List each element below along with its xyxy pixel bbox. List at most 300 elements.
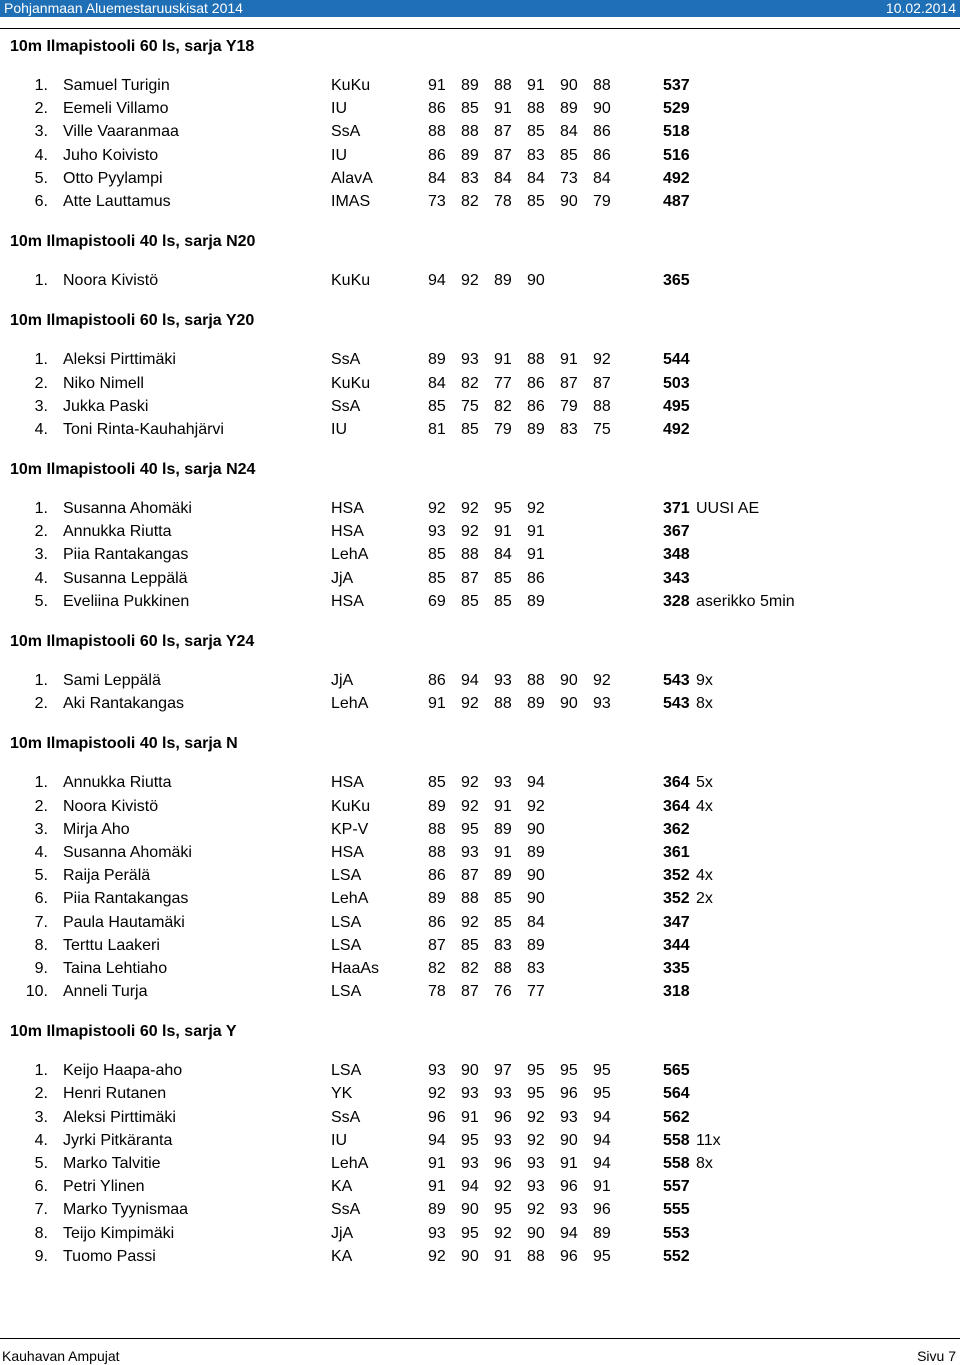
shooter-name: Taina Lehtiaho (63, 959, 168, 977)
club: HSA (331, 523, 364, 541)
rank: 2. (34, 374, 48, 392)
series-score: 88 (527, 100, 545, 118)
series-score: 88 (461, 546, 479, 564)
series-score: 85 (494, 569, 512, 587)
shooter-name: Eveliina Pukkinen (63, 592, 190, 610)
series-score: 92 (593, 351, 611, 369)
total-score: 543 (663, 672, 690, 689)
result-row (0, 934, 960, 957)
rank: 1. (34, 77, 48, 94)
club: KuKu (331, 797, 371, 815)
series-score: 94 (461, 1178, 479, 1196)
series-score: 75 (593, 420, 611, 438)
series-score: 93 (461, 351, 479, 369)
rank: 3. (34, 546, 48, 564)
series-score: 85 (428, 569, 446, 587)
series-score: 87 (593, 374, 611, 392)
series-score: 83 (560, 420, 578, 438)
results-section (0, 310, 960, 459)
club: HaaAs (331, 959, 380, 977)
series-score: 90 (527, 867, 545, 885)
rank: 1. (34, 1062, 48, 1080)
result-row (0, 418, 960, 441)
result-row (0, 795, 960, 818)
result-row (0, 590, 960, 613)
shooter-name: Samuel Turigin (63, 77, 170, 94)
result-note: 11x (696, 1131, 721, 1149)
series-score: 81 (428, 420, 446, 438)
total-score: 328 (663, 592, 690, 610)
series-score: 96 (428, 1108, 446, 1126)
shooter-name: Sami Leppälä (63, 672, 161, 689)
result-row (0, 771, 960, 794)
series-score: 92 (461, 500, 479, 518)
series-score: 86 (527, 397, 545, 415)
series-score: 86 (428, 913, 446, 931)
section-spacer (0, 715, 960, 733)
series-score: 87 (494, 123, 512, 141)
footer-club: Kauhavan Ampujat (2, 1348, 120, 1364)
result-note: 8x (696, 1155, 713, 1172)
series-score: 91 (494, 797, 512, 815)
shooter-name: Susanna Leppälä (63, 569, 188, 587)
total-score: 495 (663, 397, 690, 415)
series-score: 90 (560, 672, 578, 689)
rank: 2. (34, 797, 48, 815)
result-note: 5x (696, 774, 713, 792)
series-score: 90 (461, 1062, 479, 1080)
series-score: 89 (527, 936, 545, 954)
series-score: 89 (560, 100, 578, 118)
series-score: 89 (428, 351, 446, 369)
result-row (0, 348, 960, 371)
series-score: 91 (494, 523, 512, 541)
result-row (0, 1129, 960, 1152)
series-score: 84 (560, 123, 578, 141)
series-score: 92 (527, 797, 545, 815)
series-score: 94 (560, 1224, 578, 1242)
shooter-name: Otto Pyylampi (63, 169, 163, 187)
result-row (0, 1222, 960, 1245)
total-score: 352 (663, 890, 690, 908)
total-score: 562 (663, 1108, 690, 1126)
series-score: 84 (428, 374, 446, 392)
result-note: UUSI AE (696, 500, 760, 518)
series-score: 90 (527, 272, 545, 290)
shooter-name: Aleksi Pirttimäki (63, 351, 176, 369)
series-score: 82 (494, 397, 512, 415)
club: IU (331, 1131, 347, 1149)
series-score: 95 (560, 1062, 578, 1080)
result-row (0, 887, 960, 910)
club: LehA (331, 890, 369, 908)
series-score: 85 (428, 397, 446, 415)
series-score: 91 (494, 351, 512, 369)
series-score: 73 (428, 192, 446, 210)
series-score: 96 (560, 1085, 578, 1103)
series-score: 88 (428, 843, 446, 861)
series-score: 94 (428, 272, 446, 290)
total-score: 344 (663, 936, 690, 954)
series-score: 95 (494, 500, 512, 518)
section-spacer (0, 653, 960, 669)
shooter-name: Jyrki Pitkäranta (63, 1131, 173, 1149)
series-score: 96 (560, 1178, 578, 1196)
club: KuKu (331, 272, 371, 290)
club: IMAS (331, 192, 371, 210)
series-score: 87 (560, 374, 578, 392)
series-score: 89 (527, 843, 545, 861)
results-section (0, 36, 960, 231)
series-score: 89 (494, 820, 512, 838)
section-spacer (0, 755, 960, 771)
series-score: 89 (527, 695, 545, 713)
rank: 3. (34, 123, 48, 141)
rank: 2. (34, 100, 48, 118)
series-score: 92 (461, 797, 479, 815)
section-spacer (0, 1003, 960, 1021)
series-score: 87 (461, 983, 479, 1001)
series-score: 89 (494, 867, 512, 885)
club: LehA (331, 546, 369, 564)
series-score: 91 (527, 77, 545, 94)
total-score: 371 (663, 500, 690, 518)
total-score: 352 (663, 867, 690, 885)
series-score: 91 (428, 1178, 446, 1196)
series-score: 92 (461, 695, 479, 713)
shooter-name: Henri Rutanen (63, 1085, 167, 1103)
club: JjA (331, 672, 354, 689)
series-score: 92 (461, 523, 479, 541)
series-score: 95 (527, 1062, 545, 1080)
club: IU (331, 420, 347, 438)
series-score: 86 (527, 374, 545, 392)
shooter-name: Terttu Laakeri (63, 936, 160, 954)
series-score: 94 (461, 672, 479, 689)
total-score: 362 (663, 820, 690, 838)
series-score: 90 (527, 1224, 545, 1242)
section-spacer (0, 481, 960, 497)
series-score: 89 (593, 1224, 611, 1242)
series-score: 78 (494, 192, 512, 210)
total-score: 516 (663, 146, 690, 164)
section-spacer (0, 213, 960, 231)
total-score: 557 (663, 1178, 690, 1196)
total-score: 503 (663, 374, 690, 392)
series-score: 79 (494, 420, 512, 438)
total-score: 348 (663, 546, 690, 564)
section-spacer (0, 58, 960, 74)
rank: 4. (34, 420, 48, 438)
series-score: 83 (494, 936, 512, 954)
result-row (0, 269, 960, 292)
series-score: 88 (494, 959, 512, 977)
total-score: 543 (663, 695, 690, 713)
result-row (0, 1152, 960, 1175)
section-spacer (0, 253, 960, 269)
club: LehA (331, 1155, 369, 1172)
series-score: 75 (461, 397, 479, 415)
shooter-name: Aki Rantakangas (63, 695, 184, 713)
series-score: 89 (461, 77, 479, 94)
result-note: aserikko 5min (696, 592, 795, 610)
series-score: 85 (494, 890, 512, 908)
shooter-name: Atte Lauttamus (63, 192, 171, 210)
result-note: 8x (696, 695, 713, 713)
series-score: 85 (461, 592, 479, 610)
total-score: 365 (663, 272, 690, 290)
shooter-name: Ville Vaaranmaa (63, 123, 179, 141)
shooter-name: Juho Koivisto (63, 146, 159, 164)
series-score: 89 (461, 146, 479, 164)
shooter-name: Annukka Riutta (63, 774, 172, 792)
series-score: 94 (428, 1131, 446, 1149)
total-score: 487 (663, 192, 690, 210)
total-score: 553 (663, 1224, 690, 1242)
section-title: 10m Ilmapistooli 60 ls, sarja Y18 (10, 38, 255, 55)
result-note: 4x (696, 867, 713, 885)
series-score: 85 (494, 913, 512, 931)
shooter-name: Annukka Riutta (63, 523, 172, 541)
series-score: 78 (428, 983, 446, 1001)
total-score: 555 (663, 1201, 690, 1219)
section-title: 10m Ilmapistooli 40 ls, sarja N (10, 735, 238, 753)
results-section (0, 1021, 960, 1268)
results-section (0, 631, 960, 733)
result-row (0, 74, 960, 97)
series-score: 73 (560, 169, 578, 187)
result-row (0, 120, 960, 143)
rank: 5. (34, 169, 48, 187)
rank: 5. (34, 867, 48, 885)
series-score: 93 (428, 1062, 446, 1080)
club: LehA (331, 695, 369, 713)
series-score: 87 (461, 569, 479, 587)
rank: 3. (34, 1108, 48, 1126)
shooter-name: Susanna Ahomäki (63, 500, 192, 518)
series-score: 95 (461, 1224, 479, 1242)
result-row (0, 818, 960, 841)
shooter-name: Noora Kivistö (63, 272, 159, 290)
club: LSA (331, 936, 362, 954)
rank: 6. (34, 1178, 48, 1196)
rank: 7. (34, 913, 48, 931)
series-score: 93 (494, 672, 512, 689)
total-score: 492 (663, 169, 690, 187)
club: SsA (331, 123, 361, 141)
series-score: 85 (560, 146, 578, 164)
shooter-name: Paula Hautamäki (63, 913, 185, 931)
rank: 1. (34, 351, 48, 369)
series-score: 94 (527, 774, 545, 792)
total-score: 518 (663, 123, 690, 141)
series-score: 95 (461, 1131, 479, 1149)
series-score: 88 (494, 77, 512, 94)
total-score: 558 (663, 1155, 690, 1172)
series-score: 88 (527, 351, 545, 369)
series-score: 96 (494, 1108, 512, 1126)
section-title: 10m Ilmapistooli 40 ls, sarja N20 (10, 233, 256, 251)
series-score: 90 (527, 890, 545, 908)
series-score: 86 (428, 100, 446, 118)
series-score: 83 (461, 169, 479, 187)
rank: 6. (34, 192, 48, 210)
club: HSA (331, 843, 364, 861)
result-row (0, 520, 960, 543)
total-score: 347 (663, 913, 690, 931)
series-score: 85 (527, 123, 545, 141)
series-score: 93 (527, 1155, 545, 1172)
document-footer (0, 1348, 960, 1365)
header-divider (0, 28, 960, 29)
total-score: 364 (663, 797, 690, 815)
result-note: 2x (696, 890, 713, 908)
rank: 1. (34, 774, 48, 792)
club: IU (331, 100, 347, 118)
result-row (0, 1198, 960, 1221)
club: AlavA (331, 169, 373, 187)
series-score: 84 (527, 169, 545, 187)
shooter-name: Teijo Kimpimäki (63, 1224, 175, 1242)
club: KA (331, 1247, 353, 1265)
rank: 9. (34, 1247, 48, 1265)
club: LSA (331, 1062, 362, 1080)
club: LSA (331, 983, 362, 1001)
club: HSA (331, 500, 364, 518)
series-score: 95 (494, 1201, 512, 1219)
series-score: 93 (428, 523, 446, 541)
result-row (0, 1175, 960, 1198)
total-score: 335 (663, 959, 690, 977)
total-score: 558 (663, 1131, 690, 1149)
series-score: 93 (461, 843, 479, 861)
rank: 4. (34, 1131, 48, 1149)
series-score: 96 (494, 1155, 512, 1172)
series-score: 83 (527, 959, 545, 977)
series-score: 84 (494, 169, 512, 187)
series-score: 90 (560, 192, 578, 210)
rank: 5. (34, 592, 48, 610)
club: LSA (331, 913, 362, 931)
series-score: 89 (527, 592, 545, 610)
result-row (0, 911, 960, 934)
total-score: 361 (663, 843, 690, 861)
series-score: 85 (494, 592, 512, 610)
series-score: 85 (527, 192, 545, 210)
result-row (0, 1245, 960, 1268)
rank: 1. (34, 272, 48, 290)
section-title: 10m Ilmapistooli 60 ls, sarja Y (10, 1023, 237, 1041)
result-row (0, 980, 960, 1003)
result-note: 9x (696, 672, 713, 689)
rank: 3. (34, 397, 48, 415)
shooter-name: Piia Rantakangas (63, 546, 189, 564)
series-score: 90 (560, 1131, 578, 1149)
series-score: 87 (494, 146, 512, 164)
results-section (0, 459, 960, 631)
club: YK (331, 1085, 353, 1103)
series-score: 91 (593, 1178, 611, 1196)
series-score: 91 (527, 523, 545, 541)
result-row (0, 395, 960, 418)
series-score: 95 (461, 820, 479, 838)
footer-page: Sivu 7 (917, 1348, 956, 1364)
series-score: 91 (428, 695, 446, 713)
series-score: 93 (428, 1224, 446, 1242)
series-score: 89 (428, 1201, 446, 1219)
club: KP-V (331, 820, 369, 838)
club: JjA (331, 1224, 354, 1242)
series-score: 91 (494, 1247, 512, 1265)
series-score: 91 (527, 546, 545, 564)
club: KuKu (331, 77, 371, 94)
total-score: 367 (663, 523, 690, 541)
series-score: 92 (461, 774, 479, 792)
result-row (0, 497, 960, 520)
series-score: 69 (428, 592, 446, 610)
shooter-name: Mirja Aho (63, 820, 130, 838)
series-score: 77 (494, 374, 512, 392)
section-spacer (0, 292, 960, 310)
club: SsA (331, 351, 361, 369)
header-title: Pohjanmaan Aluemestaruuskisat 2014 (4, 0, 243, 16)
series-score: 91 (461, 1108, 479, 1126)
series-score: 91 (494, 843, 512, 861)
total-score: 343 (663, 569, 690, 587)
series-score: 88 (494, 695, 512, 713)
result-row (0, 190, 960, 213)
club: LSA (331, 867, 362, 885)
rank: 3. (34, 820, 48, 838)
result-row (0, 957, 960, 980)
rank: 4. (34, 146, 48, 164)
series-score: 89 (428, 890, 446, 908)
club: SsA (331, 397, 361, 415)
result-row (0, 1059, 960, 1082)
series-score: 87 (461, 867, 479, 885)
series-score: 85 (461, 936, 479, 954)
series-score: 91 (560, 1155, 578, 1172)
result-row (0, 97, 960, 120)
result-row (0, 567, 960, 590)
footer-divider (0, 1338, 960, 1339)
series-score: 86 (593, 123, 611, 141)
total-score: 544 (663, 351, 690, 369)
club: JjA (331, 569, 354, 587)
club: KuKu (331, 374, 371, 392)
series-score: 93 (560, 1201, 578, 1219)
rank: 2. (34, 1085, 48, 1103)
series-score: 88 (527, 672, 545, 689)
series-score: 97 (494, 1062, 512, 1080)
series-score: 83 (527, 146, 545, 164)
section-title: 10m Ilmapistooli 40 ls, sarja N24 (10, 461, 256, 479)
result-row (0, 144, 960, 167)
rank: 2. (34, 523, 48, 541)
total-score: 318 (663, 983, 690, 1001)
series-score: 84 (593, 169, 611, 187)
rank: 10. (25, 983, 48, 1001)
series-score: 93 (527, 1178, 545, 1196)
result-row (0, 543, 960, 566)
club: HSA (331, 774, 364, 792)
series-score: 86 (527, 569, 545, 587)
series-score: 84 (494, 546, 512, 564)
series-score: 93 (461, 1155, 479, 1172)
series-score: 94 (593, 1155, 611, 1172)
rank: 2. (34, 695, 48, 713)
shooter-name: Keijo Haapa-aho (63, 1062, 183, 1080)
